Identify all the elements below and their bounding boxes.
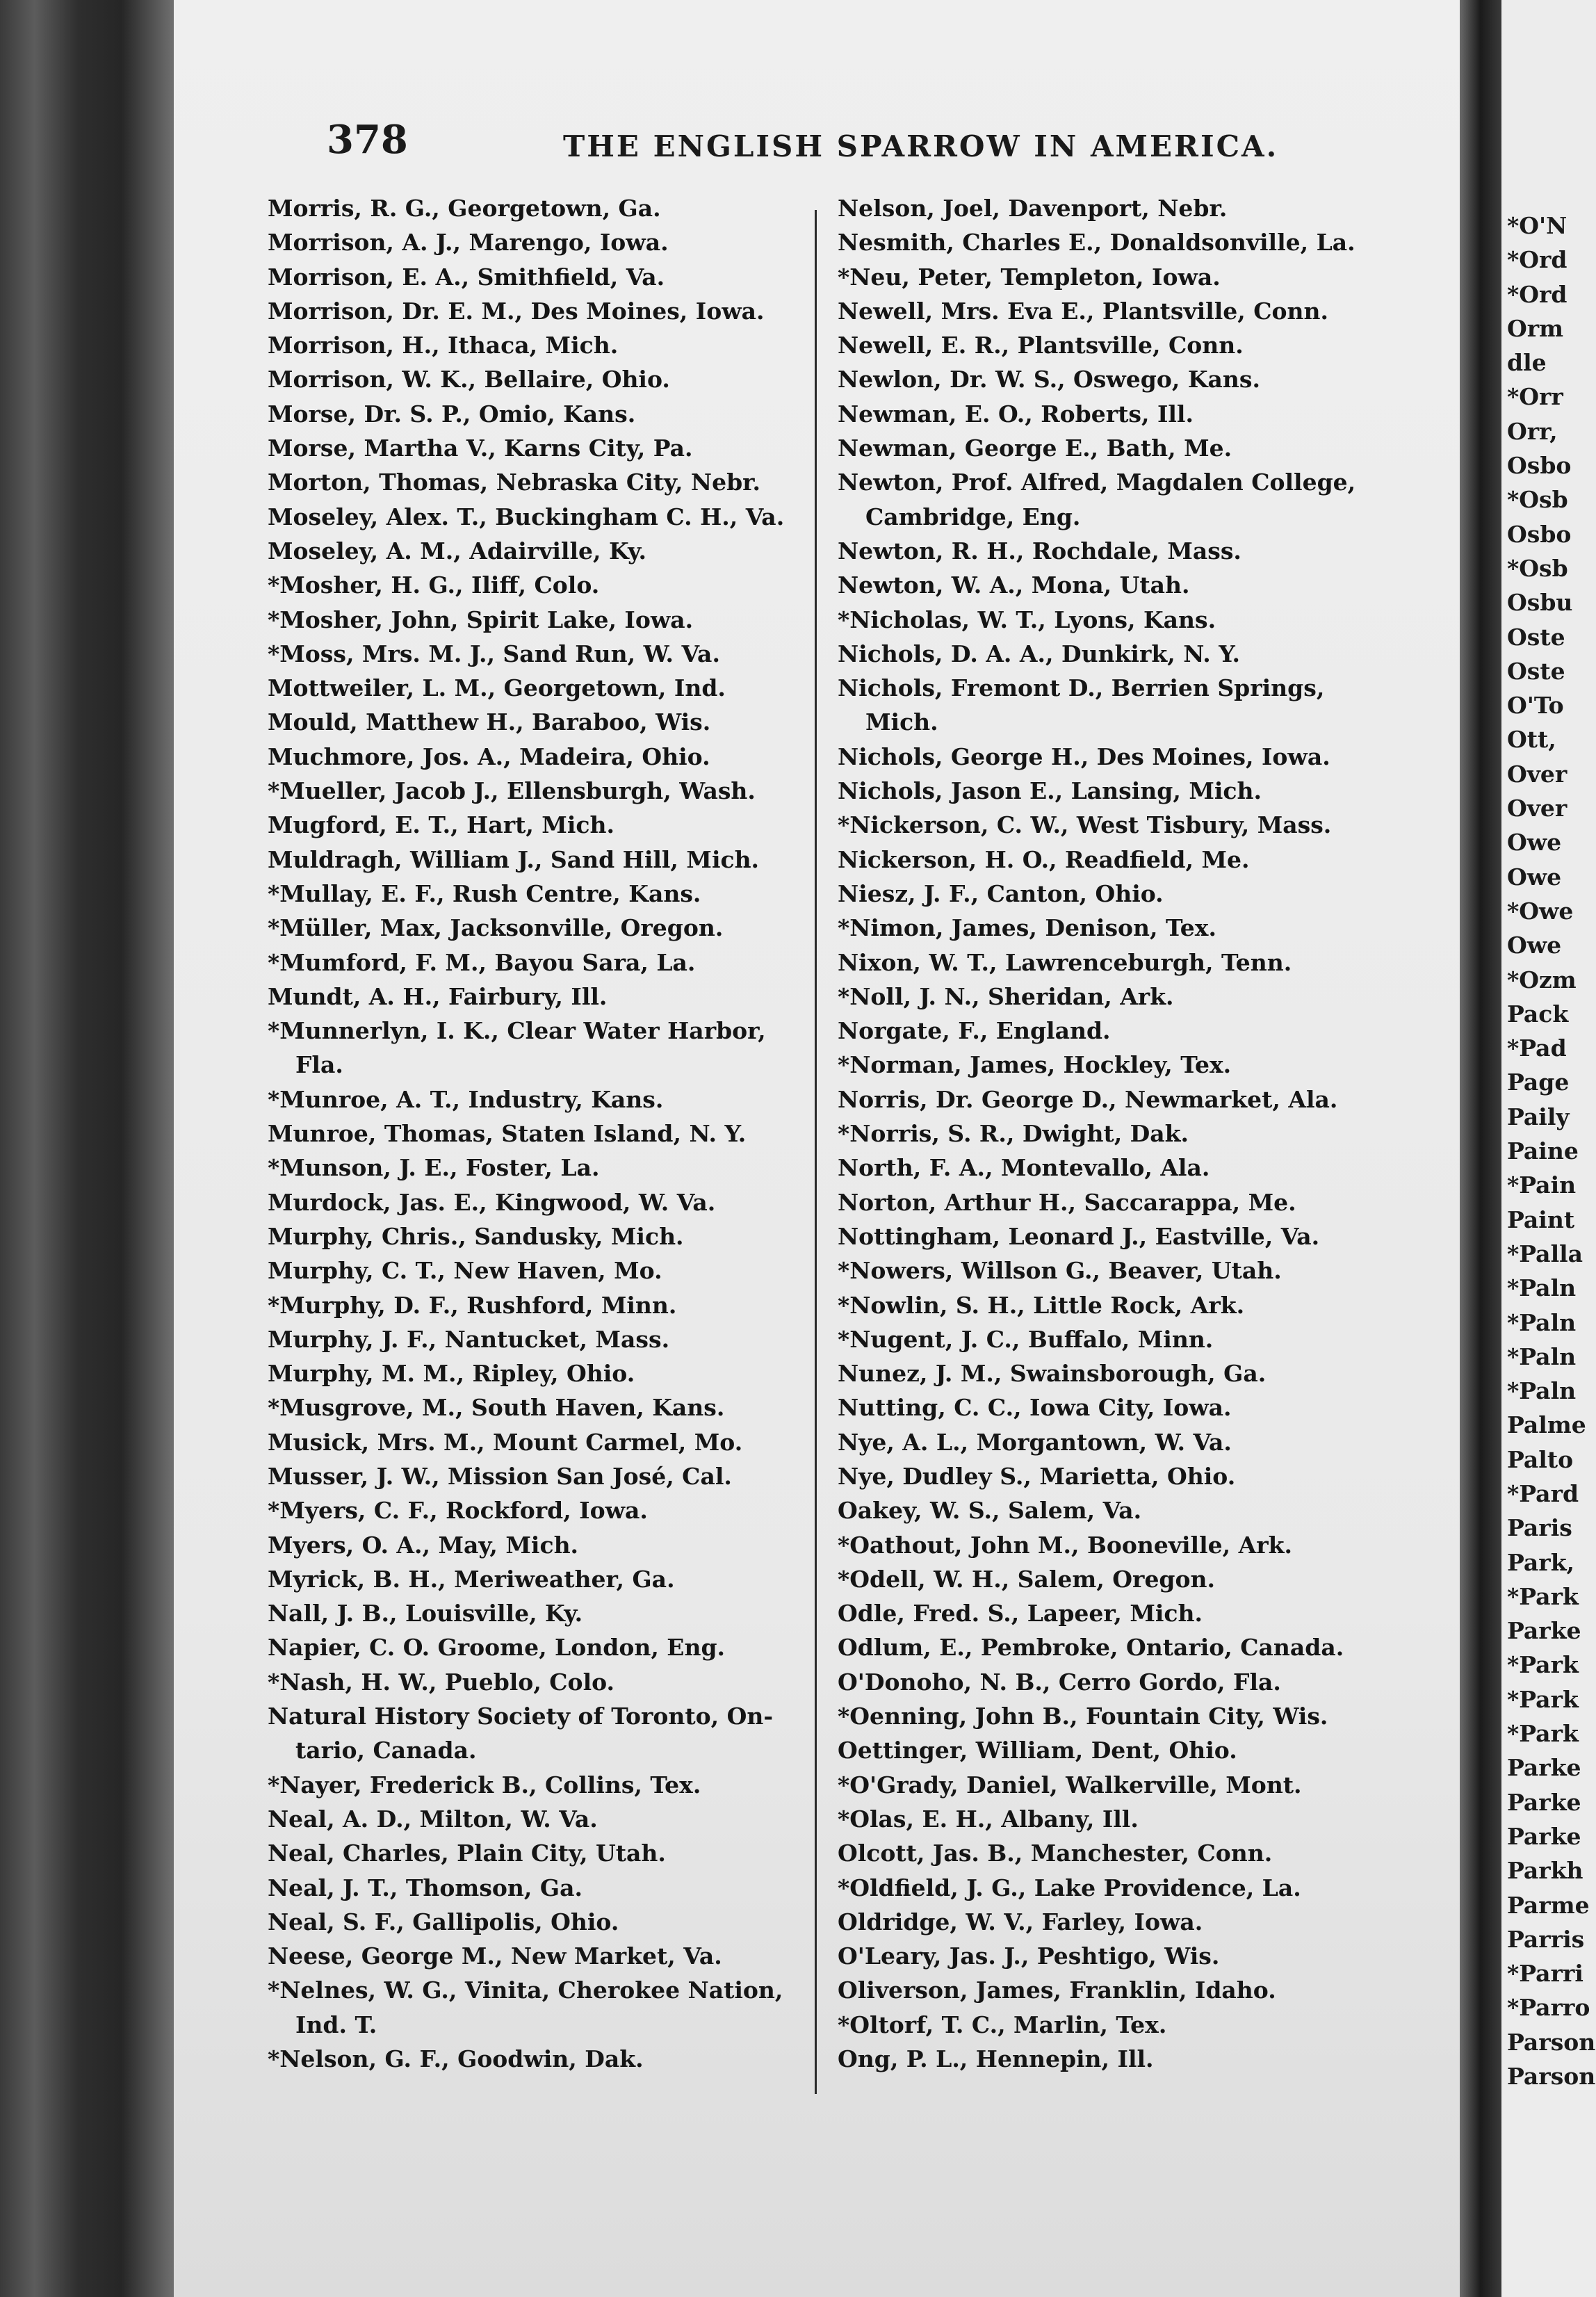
directory-entry: Newton, W. A., Mona, Utah. bbox=[838, 571, 1190, 599]
directory-entry: Muldragh, William J., Sand Hill, Mich. bbox=[268, 845, 760, 873]
entry-continuation: Cambridge, Eng. bbox=[865, 503, 1081, 530]
directory-entry: *Oathout, John M., Booneville, Ark. bbox=[838, 1531, 1292, 1559]
adjacent-entry-fragment: Oste bbox=[1507, 623, 1565, 651]
page-number: 378 bbox=[327, 117, 408, 163]
adjacent-entry-fragment: Orr, bbox=[1507, 417, 1558, 445]
directory-entry: *Munroe, A. T., Industry, Kans. bbox=[268, 1085, 664, 1113]
directory-entry: Odle, Fred. S., Lapeer, Mich. bbox=[838, 1600, 1203, 1628]
adjacent-entry-fragment: *Ord bbox=[1507, 280, 1568, 308]
directory-entry: Murdock, Jas. E., Kingwood, W. Va. bbox=[268, 1188, 716, 1216]
adjacent-entry-fragment: Osbu bbox=[1507, 589, 1573, 617]
adjacent-entry-fragment: *Park bbox=[1507, 1720, 1579, 1748]
directory-entry: Murphy, J. F., Nantucket, Mass. bbox=[268, 1325, 670, 1353]
adjacent-entry-fragment: Pack bbox=[1507, 1000, 1569, 1028]
adjacent-entry-fragment: Palme bbox=[1507, 1411, 1586, 1439]
entry-continuation: tario, Canada. bbox=[295, 1737, 477, 1764]
directory-entry: Ong, P. L., Hennepin, Ill. bbox=[838, 2045, 1154, 2073]
directory-entry: Murphy, C. T., New Haven, Mo. bbox=[268, 1257, 662, 1285]
adjacent-page-fragments bbox=[1507, 209, 1595, 2093]
directory-entry: Munroe, Thomas, Staten Island, N. Y. bbox=[268, 1120, 747, 1148]
directory-entry: *Nelnes, W. G., Vinita, Cherokee Nation, bbox=[268, 1977, 783, 2004]
directory-entry: Nickerson, H. O., Readfield, Me. bbox=[838, 845, 1250, 873]
directory-entry: Nye, Dudley S., Marietta, Ohio. bbox=[838, 1462, 1236, 1490]
directory-entry: Oliverson, James, Franklin, Idaho. bbox=[838, 1977, 1276, 2004]
adjacent-entry-fragment: *Owe bbox=[1507, 897, 1574, 925]
adjacent-entry-fragment: Park, bbox=[1507, 1548, 1575, 1576]
adjacent-entry-fragment: *Paln bbox=[1507, 1342, 1577, 1370]
adjacent-entry-fragment: *Ozm bbox=[1507, 966, 1577, 993]
adjacent-entry-fragment: *Osb bbox=[1507, 554, 1568, 582]
adjacent-entry-fragment: *Ord bbox=[1507, 246, 1568, 274]
directory-entry: Nesmith, Charles E., Donaldsonville, La. bbox=[838, 229, 1355, 257]
directory-entry: *Nicholas, W. T., Lyons, Kans. bbox=[838, 606, 1216, 633]
directory-entry: Musick, Mrs. M., Mount Carmel, Mo. bbox=[268, 1428, 743, 1456]
adjacent-entry-fragment: Palto bbox=[1507, 1445, 1574, 1473]
directory-entry: *Müller, Max, Jacksonville, Oregon. bbox=[268, 914, 724, 942]
directory-entry: Morrison, A. J., Marengo, Iowa. bbox=[268, 229, 669, 257]
directory-entry: Neal, S. F., Gallipolis, Ohio. bbox=[268, 1908, 619, 1935]
directory-entry: Niesz, J. F., Canton, Ohio. bbox=[838, 879, 1164, 907]
directory-entry: Mottweiler, L. M., Georgetown, Ind. bbox=[268, 674, 726, 702]
adjacent-entry-fragment: Oste bbox=[1507, 657, 1565, 685]
book-gutter bbox=[1460, 0, 1501, 2297]
directory-entry: Nall, J. B., Louisville, Ky. bbox=[268, 1600, 583, 1628]
adjacent-entry-fragment: Owe bbox=[1507, 829, 1562, 857]
adjacent-entry-fragment: Parke bbox=[1507, 1822, 1581, 1850]
left-column bbox=[268, 191, 858, 2076]
directory-entry: *Norman, James, Hockley, Tex. bbox=[838, 1051, 1232, 1079]
adjacent-entry-fragment: dle bbox=[1507, 349, 1547, 377]
entry-continuation: Fla. bbox=[295, 1051, 343, 1079]
adjacent-entry-fragment: *Parri bbox=[1507, 1960, 1583, 1988]
directory-entry: *Mullay, E. F., Rush Centre, Kans. bbox=[268, 879, 701, 907]
directory-entry: Neese, George M., New Market, Va. bbox=[268, 1942, 722, 1970]
directory-entry: Moseley, A. M., Adairville, Ky. bbox=[268, 537, 647, 565]
directory-entry: Nelson, Joel, Davenport, Nebr. bbox=[838, 195, 1228, 222]
adjacent-entry-fragment: Over bbox=[1507, 795, 1568, 822]
directory-entry: *O'Grady, Daniel, Walkerville, Mont. bbox=[838, 1771, 1302, 1799]
directory-entry: *Oltorf, T. C., Marlin, Tex. bbox=[838, 2011, 1167, 2038]
directory-entry: Oettinger, William, Dent, Ohio. bbox=[838, 1737, 1237, 1764]
adjacent-entry-fragment: Osbo bbox=[1507, 520, 1572, 548]
directory-entry: *Norris, S. R., Dwight, Dak. bbox=[838, 1120, 1189, 1148]
directory-entry: Myers, O. A., May, Mich. bbox=[268, 1531, 579, 1559]
adjacent-entry-fragment: Parris bbox=[1507, 1925, 1585, 1953]
directory-entry: Oldridge, W. V., Farley, Iowa. bbox=[838, 1908, 1203, 1935]
directory-entry: Morrison, Dr. E. M., Des Moines, Iowa. bbox=[268, 297, 765, 325]
directory-entry: *Nimon, James, Denison, Tex. bbox=[838, 914, 1216, 942]
directory-entry: *Moss, Mrs. M. J., Sand Run, W. Va. bbox=[268, 640, 720, 667]
directory-entry: Olcott, Jas. B., Manchester, Conn. bbox=[838, 1840, 1273, 1867]
adjacent-page bbox=[1501, 0, 1596, 2297]
directory-entry: *Murphy, D. F., Rushford, Minn. bbox=[268, 1291, 677, 1319]
directory-entry: Murphy, Chris., Sandusky, Mich. bbox=[268, 1222, 684, 1250]
directory-entry: Neal, A. D., Milton, W. Va. bbox=[268, 1805, 598, 1833]
adjacent-entry-fragment: Paine bbox=[1507, 1137, 1579, 1165]
adjacent-entry-fragment: *Pard bbox=[1507, 1479, 1579, 1507]
directory-entry: *Nelson, G. F., Goodwin, Dak. bbox=[268, 2045, 644, 2073]
directory-entry: *Olas, E. H., Albany, Ill. bbox=[838, 1805, 1139, 1833]
directory-entry: Odlum, E., Pembroke, Ontario, Canada. bbox=[838, 1634, 1344, 1662]
adjacent-entry-fragment: Owe bbox=[1507, 863, 1562, 891]
directory-entry: *Nugent, J. C., Buffalo, Minn. bbox=[838, 1325, 1214, 1353]
directory-entry: Natural History Society of Toronto, On- bbox=[268, 1703, 774, 1730]
adjacent-entry-fragment: Parke bbox=[1507, 1754, 1581, 1782]
adjacent-entry-fragment: *Pain bbox=[1507, 1171, 1577, 1199]
directory-entry: Norgate, F., England. bbox=[838, 1017, 1111, 1045]
directory-entry: Neal, Charles, Plain City, Utah. bbox=[268, 1840, 666, 1867]
adjacent-entry-fragment: *Paln bbox=[1507, 1377, 1577, 1405]
directory-entry: Mould, Matthew H., Baraboo, Wis. bbox=[268, 708, 711, 736]
directory-entry: *Odell, W. H., Salem, Oregon. bbox=[838, 1565, 1216, 1593]
directory-entry: Morris, R. G., Georgetown, Ga. bbox=[268, 195, 661, 222]
directory-entry: Morrison, H., Ithaca, Mich. bbox=[268, 332, 619, 359]
adjacent-entry-fragment: *Osb bbox=[1507, 486, 1568, 514]
directory-entry: Norton, Arthur H., Saccarappa, Me. bbox=[838, 1188, 1296, 1216]
directory-entry: *Mueller, Jacob J., Ellensburgh, Wash. bbox=[268, 777, 756, 805]
adjacent-entry-fragment: Orm bbox=[1507, 314, 1564, 342]
directory-entry: Newton, Prof. Alfred, Magdalen College, bbox=[838, 469, 1356, 496]
directory-entry: Newman, George E., Bath, Me. bbox=[838, 435, 1232, 462]
adjacent-entry-fragment: Parke bbox=[1507, 1617, 1581, 1645]
adjacent-entry-fragment: O'To bbox=[1507, 692, 1564, 720]
directory-entry: Morse, Dr. S. P., Omio, Kans. bbox=[268, 400, 636, 428]
directory-entry: Newton, R. H., Rochdale, Mass. bbox=[838, 537, 1241, 565]
adjacent-entry-fragment: Owe bbox=[1507, 932, 1562, 959]
directory-entry: Moseley, Alex. T., Buckingham C. H., Va. bbox=[268, 503, 785, 530]
adjacent-entry-fragment: Paris bbox=[1507, 1514, 1572, 1542]
adjacent-entry-fragment: Osbo bbox=[1507, 452, 1572, 480]
directory-entry: O'Leary, Jas. J., Peshtigo, Wis. bbox=[838, 1942, 1220, 1970]
adjacent-entry-fragment: Parkh bbox=[1507, 1857, 1583, 1885]
directory-entry: Nottingham, Leonard J., Eastville, Va. bbox=[838, 1222, 1320, 1250]
directory-entry: *Nickerson, C. W., West Tisbury, Mass. bbox=[838, 811, 1332, 839]
entry-continuation: Ind. T. bbox=[295, 2011, 377, 2038]
directory-entry: Myrick, B. H., Meriweather, Ga. bbox=[268, 1565, 675, 1593]
adjacent-entry-fragment: Parson bbox=[1507, 2028, 1596, 2056]
column-divider bbox=[815, 210, 817, 2094]
directory-entry: *Mumford, F. M., Bayou Sara, La. bbox=[268, 948, 696, 976]
directory-entry: Nunez, J. M., Swainsborough, Ga. bbox=[838, 1360, 1267, 1388]
directory-entry: *Noll, J. N., Sheridan, Ark. bbox=[838, 982, 1174, 1010]
adjacent-entry-fragment: Paint bbox=[1507, 1206, 1575, 1233]
directory-entry: *Nowers, Willson G., Beaver, Utah. bbox=[838, 1257, 1282, 1285]
directory-entry: North, F. A., Montevallo, Ala. bbox=[838, 1154, 1210, 1182]
adjacent-entry-fragment: *Pad bbox=[1507, 1034, 1567, 1062]
directory-entry: Morton, Thomas, Nebraska City, Nebr. bbox=[268, 469, 761, 496]
directory-entry: Nichols, Jason E., Lansing, Mich. bbox=[838, 777, 1262, 805]
directory-entry: Newell, Mrs. Eva E., Plantsville, Conn. bbox=[838, 297, 1328, 325]
running-title: THE ENGLISH SPARROW IN AMERICA. bbox=[563, 129, 1279, 163]
directory-entry: Newlon, Dr. W. S., Oswego, Kans. bbox=[838, 366, 1260, 393]
directory-entry: Newell, E. R., Plantsville, Conn. bbox=[838, 332, 1244, 359]
directory-entry: *Mosher, H. G., Iliff, Colo. bbox=[268, 571, 600, 599]
directory-entry: *Musgrove, M., South Haven, Kans. bbox=[268, 1394, 725, 1422]
directory-entry: Morrison, E. A., Smithfield, Va. bbox=[268, 263, 665, 291]
directory-entry: Nutting, C. C., Iowa City, Iowa. bbox=[838, 1394, 1232, 1422]
adjacent-entry-fragment: Page bbox=[1507, 1069, 1570, 1096]
directory-entry: Neal, J. T., Thomson, Ga. bbox=[268, 1874, 583, 1901]
directory-entry: Murphy, M. M., Ripley, Ohio. bbox=[268, 1360, 635, 1388]
adjacent-entry-fragment: Parke bbox=[1507, 1788, 1581, 1816]
directory-entry: Musser, J. W., Mission San José, Cal. bbox=[268, 1462, 732, 1490]
adjacent-entry-fragment: Paily bbox=[1507, 1103, 1570, 1130]
directory-entry: Morrison, W. K., Bellaire, Ohio. bbox=[268, 366, 670, 393]
directory-entry: *Mosher, John, Spirit Lake, Iowa. bbox=[268, 606, 694, 633]
directory-entry: Muchmore, Jos. A., Madeira, Ohio. bbox=[268, 742, 710, 770]
directory-entry: Nichols, George H., Des Moines, Iowa. bbox=[838, 742, 1330, 770]
directory-entry: *Munson, J. E., Foster, La. bbox=[268, 1154, 600, 1182]
entry-continuation: Mich. bbox=[865, 708, 938, 736]
directory-entry: Nichols, Fremont D., Berrien Springs, bbox=[838, 674, 1325, 702]
adjacent-entry-fragment: Parme bbox=[1507, 1891, 1590, 1919]
directory-entry: Nye, A. L., Morgantown, W. Va. bbox=[838, 1428, 1232, 1456]
directory-entry: *Nash, H. W., Pueblo, Colo. bbox=[268, 1668, 615, 1696]
directory-entry: Newman, E. O., Roberts, Ill. bbox=[838, 400, 1194, 428]
directory-entry: *Myers, C. F., Rockford, Iowa. bbox=[268, 1497, 648, 1525]
adjacent-entry-fragment: *O'N bbox=[1507, 212, 1568, 239]
directory-entry: *Oldfield, J. G., Lake Providence, La. bbox=[838, 1874, 1301, 1901]
directory-entry: *Nowlin, S. H., Little Rock, Ark. bbox=[838, 1291, 1245, 1319]
directory-entry: Nixon, W. T., Lawrenceburgh, Tenn. bbox=[838, 948, 1292, 976]
directory-entry: *Neu, Peter, Templeton, Iowa. bbox=[838, 263, 1221, 291]
directory-entry: *Oenning, John B., Fountain City, Wis. bbox=[838, 1703, 1328, 1730]
directory-entry: Nichols, D. A. A., Dunkirk, N. Y. bbox=[838, 640, 1241, 667]
adjacent-entry-fragment: *Orr bbox=[1507, 383, 1563, 411]
adjacent-entry-fragment: *Parro bbox=[1507, 1994, 1590, 2022]
adjacent-entry-fragment: Ott, bbox=[1507, 726, 1556, 754]
adjacent-entry-fragment: *Park bbox=[1507, 1685, 1579, 1713]
adjacent-entry-fragment: *Paln bbox=[1507, 1308, 1577, 1336]
directory-entry: *Munnerlyn, I. K., Clear Water Harbor, bbox=[268, 1017, 766, 1045]
directory-entry: Morse, Martha V., Karns City, Pa. bbox=[268, 435, 693, 462]
adjacent-entry-fragment: Over bbox=[1507, 760, 1568, 788]
directory-entry: Napier, C. O. Groome, London, Eng. bbox=[268, 1634, 726, 1662]
directory-entry: Mugford, E. T., Hart, Mich. bbox=[268, 811, 614, 839]
right-column bbox=[838, 191, 1428, 2076]
adjacent-entry-fragment: *Palla bbox=[1507, 1240, 1583, 1267]
page-header bbox=[327, 117, 1439, 179]
directory-entry: Oakey, W. S., Salem, Va. bbox=[838, 1497, 1142, 1525]
adjacent-entry-fragment: Parson bbox=[1507, 2063, 1596, 2091]
scan-edge-left bbox=[0, 0, 174, 2297]
directory-entry: O'Donoho, N. B., Cerro Gordo, Fla. bbox=[838, 1668, 1281, 1696]
adjacent-entry-fragment: *Park bbox=[1507, 1582, 1579, 1610]
directory-entry: *Nayer, Frederick B., Collins, Tex. bbox=[268, 1771, 701, 1799]
directory-entry: Mundt, A. H., Fairbury, Ill. bbox=[268, 982, 608, 1010]
adjacent-entry-fragment: *Paln bbox=[1507, 1274, 1577, 1302]
adjacent-entry-fragment: *Park bbox=[1507, 1651, 1579, 1679]
directory-entry: Norris, Dr. George D., Newmarket, Ala. bbox=[838, 1085, 1338, 1113]
